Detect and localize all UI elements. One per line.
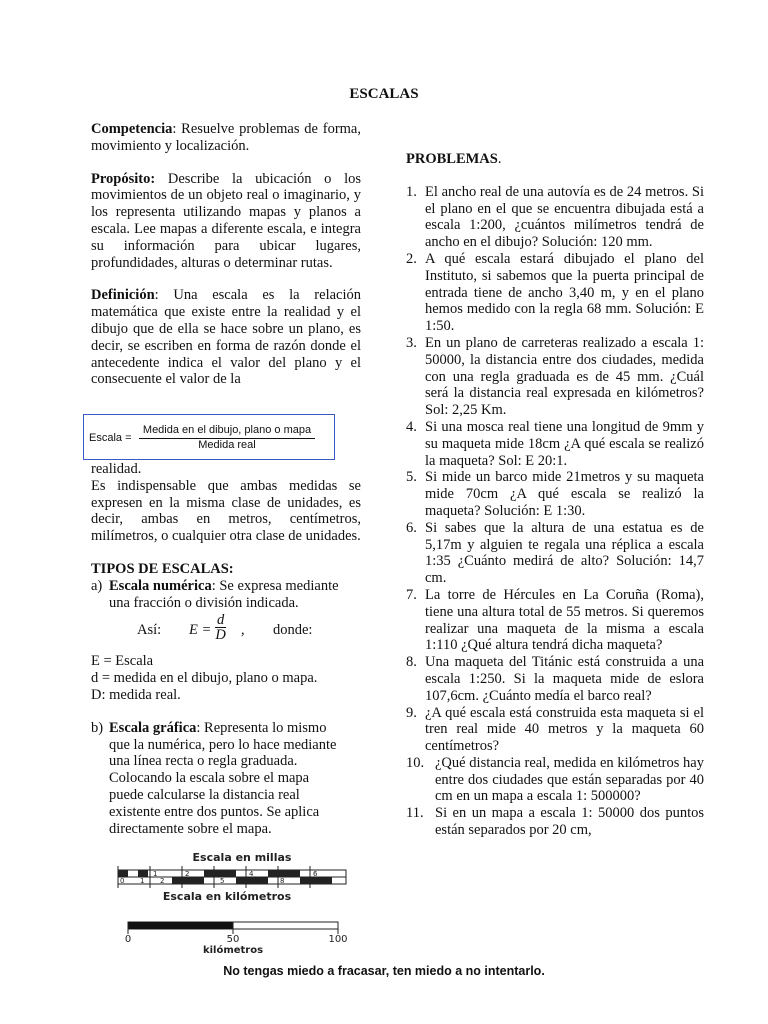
problem-number: 7. [406,586,417,603]
km-tick-label: 3 [180,877,185,885]
formula-d: d [217,612,225,629]
problem-text: Una maqueta del Titánic está construida a una escala 1:250. Si la maqueta mide de eslora 107,6cm. ¿Cuánto medía el barco real? [425,654,704,704]
km-tick-label: 5 [220,877,225,885]
km-tick-label: 0 [120,877,125,885]
km-tick-label: 6 [240,877,245,885]
km-tick-label: 7 [260,877,265,885]
miles-tick-label: 2 [185,870,190,878]
definicion-extra: Es indispensable que ambas medidas se expresen en la misma clase de unidades, es decir, ambas en metros, centímetros, milímetros, o cualquier otra clase de unidades. [91,477,361,545]
problem-number: 6. [406,519,417,536]
tipo-b-text: : Representa lo mismo que la numérica, pero lo hace mediante una línea recta o regla graduada. Colocando la escala sobre el mapa puede calcularse la distancia real existente entre dos puntos. Se aplica directamente sobre el mapa. [109,719,337,837]
problem-number: 11. [406,805,424,822]
right-column [406,151,704,839]
problem-text: Si mide un barco mide 21metros y su maqueta mide 70cm ¿A qué escala se realizó la maqueta? Solución: E 1:30. [425,469,704,519]
problem-number: 5. [406,469,417,486]
problem-item [406,520,704,587]
problem-number: 2. [406,250,417,267]
problem-list [406,184,704,839]
problem-item [406,184,704,251]
formula-escala-label: Escala = [89,432,132,444]
bar-tick-0: 0 [124,934,132,945]
def-D: D: medida real. [91,686,181,703]
formula-D: D [215,627,226,644]
proposito-label: Propósito: [91,170,156,187]
def-e: E = Escala [91,653,154,670]
tipo-a-marker: a) [91,577,103,594]
footer-quote: No tengas miedo a fracasar, ten miedo a no intentarlo. [223,964,545,978]
bar-unit-label: kilómetros [202,945,264,956]
problem-text: La torre de Hércules en La Coruña (Roma), tiene una altura total de 55 metros. Si queremos realizar una maqueta de la misma a escala 1:110 ¿Qué altura tendrá dicha maqueta? [425,586,704,654]
problem-text: Si sabes que la altura de una estatua es de 5,17m y alguien te regala una réplica a escala 1:35 ¿Cuánto medirá de alto? Solución: 14,7 cm. [425,519,704,587]
formula-numerator: Medida en el dibujo, plano o mapa [139,424,315,439]
problem-number: 10. [406,754,425,771]
tipo-a-label: Escala numérica [109,577,212,594]
competencia-label: Competencia [91,121,173,137]
problem-item [406,705,704,755]
formula-comma: , [241,622,245,639]
problem-text: Si en un mapa a escala 1: 50000 dos puntos están separados por 20 cm, [435,805,704,839]
problem-item [406,251,704,335]
problem-number: 8. [406,654,417,671]
miles-tick-label: 5 [281,870,286,878]
left-column-lower [91,461,361,837]
problem-text: Si una mosca real tiene una longitud de 9mm y su maqueta mide 18cm ¿A qué escala se realizó la maqueta? Sol: E 20:1. [425,418,704,469]
problem-number: 9. [406,704,417,721]
page-title: ESCALAS [349,86,419,102]
problem-text: ¿Qué distancia real, medida en kilómetros hay entre dos ciudades que están separadas por 40 cm en un mapa a escala 1: 500000? [435,754,704,805]
km-tick-label: 2 [160,877,165,885]
formula-definitions [91,653,361,703]
problem-item [406,469,704,519]
miles-tick-label: 0 [121,870,126,878]
formula-row [91,613,361,647]
tipo-b [91,720,345,838]
problemas-heading: PROBLEMAS. [406,151,502,167]
formula-fraction [215,613,226,642]
competencia-text: : Resuelve problemas de forma, movimiento y localización. [91,121,361,154]
km-tick-label: 10 [320,877,329,885]
miles-tick-label: 1 [153,870,158,878]
proposito-text: Describe la ubicación o los movimientos de un objeto real o imaginario, y los representa utilizando mapas y planos a escala. Lee mapas a diferente escala, e integra su información para ubicar lugares, profundidades, alturas o determinar rutas. [91,170,361,271]
problem-number: 1. [406,183,417,200]
formula-denominator: Medida real [198,439,256,451]
problem-text: El ancho real de una autovía es de 24 metros. Si el plano en el que se encuentra dibujada está a escala 1:200, ¿cuántos milímetros tendrá de ancho en el dibujo? Solución: 120 mm. [425,183,704,251]
definicion-paragraph [91,287,361,388]
km-tick-label: 1 [140,877,145,885]
km-bar [128,922,338,934]
definicion-after: realidad. [91,461,142,477]
km-label: Escala en kilómetros [162,890,292,903]
problem-text: En un plano de carreteras realizado a escala 1: 50000, la distancia entre dos ciudades, medida con una regla graduada es de 45 mm. ¿Cuál será la distancia real expresada en kilómetros? Sol: 2,25 Km. [425,334,704,419]
tipo-b-label: Escala gráfica [109,719,197,736]
problem-item [406,587,704,654]
bar-tick-100: 100 [328,934,348,945]
bar-tick-50: 50 [226,934,240,945]
tipos-heading: TIPOS DE ESCALAS: [91,560,234,577]
problem-item [406,654,704,704]
miles-tick-label: 6 [313,870,318,878]
tipo-a-text: : Se expresa mediante una fracción o división indicada. [109,577,339,611]
def-d: d = medida en el dibujo, plano o mapa. [91,670,318,687]
definicion-text: : Una escala es la relación matemática que existe entre la realidad y el dibujo que de ella se hace sobre un plano, es decir, se escriben en forma de razón donde el antecedente indica el valor del plano y el consecuente el valor de la [91,287,361,388]
problem-item [406,755,704,805]
asi-label: Así: [137,622,162,639]
miles-tick-label: 3 [217,870,222,878]
tipo-b-marker: b) [91,719,104,736]
proposito-paragraph [91,171,361,272]
miles-label: Escala en millas [192,851,292,864]
scale-formula-box [83,414,335,460]
graphic-scale-figure [112,850,352,956]
miles-tick-label: 4 [249,870,254,878]
problem-item [406,805,704,839]
formula-lhs: E = [189,622,212,639]
problem-text: A qué escala estará dibujado el plano del Instituto, si sabemos que la puerta principal de entrada tiene de ancho 3,40 m, y en el plano hemos medido con la regla 68 mm. Solución: E 1:50. [425,250,704,335]
definicion-label: Definición [91,287,155,304]
problem-number: 4. [406,418,417,435]
km-tick-label: 4 [200,877,205,885]
problem-item [406,335,704,419]
competencia-paragraph [91,121,361,155]
km-tick-label: 8 [280,877,285,885]
tipo-a [91,578,361,612]
left-column [91,121,361,388]
problem-item [406,419,704,469]
problem-text: ¿A qué escala está construida esta maqueta si el tren real mide 40 metros y la maqueta 60 centímetros? [425,704,704,755]
problem-number: 3. [406,334,417,351]
km-tick-label: 9 [300,877,305,885]
donde-label: donde: [273,622,313,639]
